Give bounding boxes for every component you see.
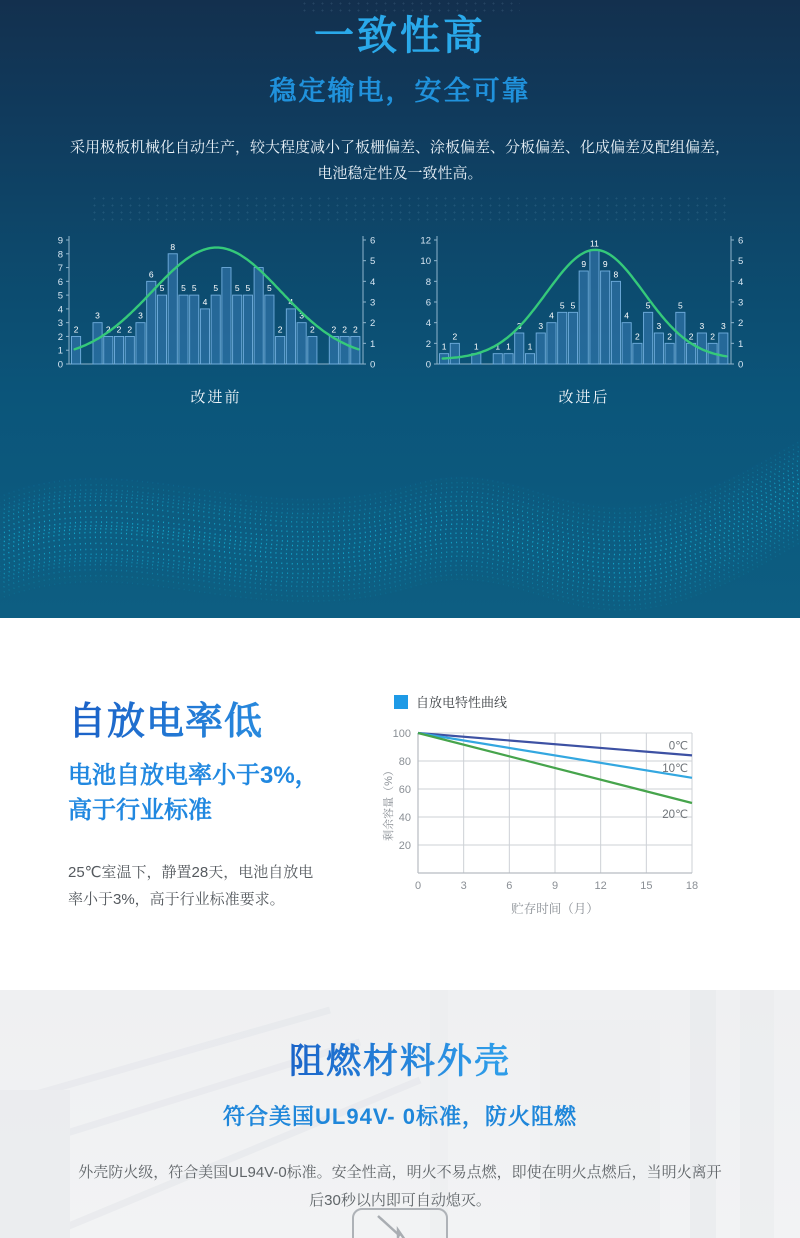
- particle-wave-decoration: [0, 424, 800, 618]
- hero-title: 一致性高: [314, 14, 486, 58]
- svg-text:3: 3: [516, 321, 522, 331]
- svg-text:2: 2: [352, 324, 358, 335]
- svg-text:3: 3: [370, 297, 376, 309]
- svg-text:12: 12: [420, 235, 431, 247]
- svg-text:2: 2: [127, 324, 133, 335]
- svg-text:5: 5: [191, 283, 197, 294]
- histogram-before-block: [45, 228, 387, 407]
- svg-text:0: 0: [414, 880, 422, 892]
- bar: [515, 333, 524, 364]
- svg-text:5: 5: [559, 300, 565, 311]
- svg-text:80: 80: [398, 756, 411, 768]
- svg-text:3: 3: [738, 297, 744, 309]
- svg-text:3: 3: [538, 321, 544, 331]
- y-axis-label: 剩余容量（%）: [383, 765, 395, 841]
- svg-text:5: 5: [57, 290, 63, 302]
- svg-text:2: 2: [667, 331, 672, 342]
- svg-text:3: 3: [57, 318, 63, 330]
- flame-body-line1: 外壳防火级，符合美国UL94V-0标准。安全性高，明火不易点燃，即使在明火点燃后，当明火离开: [78, 1164, 722, 1181]
- bar: [114, 336, 123, 364]
- svg-text:2: 2: [73, 324, 79, 335]
- line-chart-legend: [394, 692, 748, 711]
- svg-text:0: 0: [370, 359, 376, 371]
- self-discharge-body: [68, 859, 368, 915]
- svg-text:5: 5: [570, 300, 576, 311]
- bar: [547, 323, 556, 364]
- hero-paragraph: [55, 135, 745, 188]
- svg-text:2: 2: [331, 324, 337, 335]
- bar: [504, 354, 513, 364]
- bar: [493, 354, 502, 364]
- svg-text:2: 2: [309, 324, 315, 335]
- svg-text:4: 4: [738, 276, 744, 288]
- svg-text:3: 3: [138, 310, 143, 321]
- self-discharge-text-col: [68, 690, 378, 914]
- svg-text:11: 11: [590, 238, 599, 249]
- flame-body-line2: 后30秒以内即可自动熄灭。: [309, 1191, 491, 1209]
- flame-retardant-section: [0, 990, 800, 1238]
- svg-text:9: 9: [57, 235, 63, 247]
- bar: [622, 323, 631, 364]
- self-discharge-section: [0, 618, 800, 990]
- svg-text:9: 9: [581, 259, 587, 269]
- svg-text:4: 4: [57, 304, 63, 316]
- bar: [200, 309, 209, 364]
- self-discharge-title: 自放电率低: [68, 690, 378, 745]
- bar: [633, 343, 642, 364]
- flame-title-text: 阻燃材料外壳: [288, 1042, 511, 1081]
- svg-text:1: 1: [370, 338, 376, 350]
- bar: [190, 295, 199, 364]
- self-discharge-subtitle: [68, 759, 378, 829]
- bar: [450, 343, 459, 364]
- svg-text:0: 0: [425, 359, 431, 371]
- flame-subtitle: 符合美国UL94V- 0标准，防火阻燃: [223, 1104, 577, 1129]
- svg-text:7: 7: [57, 263, 63, 275]
- svg-text:5: 5: [181, 283, 186, 294]
- svg-text:5: 5: [245, 283, 251, 294]
- svg-text:2: 2: [342, 324, 347, 335]
- hero-paragraph-line1: 采用极板机械化自动生产，较大程度减小了板栅偏差、涂板偏差、分板偏差、化成偏差及配组偏差，: [69, 139, 730, 156]
- legend-swatch-icon: [394, 695, 408, 709]
- svg-text:60: 60: [398, 784, 411, 796]
- bar: [104, 336, 113, 364]
- svg-text:2: 2: [105, 324, 111, 335]
- self-discharge-subtitle-line2: 高于行业标准: [68, 796, 212, 824]
- bar: [211, 295, 220, 364]
- svg-text:5: 5: [267, 283, 272, 294]
- series-label: 20℃: [662, 809, 688, 821]
- svg-text:5: 5: [370, 256, 376, 268]
- histogram-after-block: [413, 228, 755, 407]
- svg-text:3: 3: [699, 321, 705, 331]
- svg-text:8: 8: [613, 269, 619, 280]
- hero-subtitle: 稳定输电，安全可靠: [269, 76, 531, 106]
- self-discharge-body-line1: 25℃室温下，静置28天，电池自放电: [68, 863, 314, 881]
- svg-text:5: 5: [677, 300, 683, 311]
- wave-lines: [0, 432, 800, 610]
- self-discharge-subtitle-line1: 电池自放电率小于3%，: [68, 762, 319, 789]
- bar: [558, 312, 567, 364]
- svg-text:4: 4: [288, 296, 294, 307]
- bar: [286, 309, 295, 364]
- svg-text:5: 5: [234, 283, 240, 294]
- svg-text:6: 6: [57, 276, 63, 288]
- svg-text:2: 2: [277, 324, 283, 335]
- bar: [665, 343, 674, 364]
- bar: [254, 268, 263, 364]
- svg-text:2: 2: [635, 331, 640, 342]
- svg-text:4: 4: [370, 276, 376, 288]
- svg-text:6: 6: [148, 269, 154, 280]
- bar: [308, 336, 317, 364]
- svg-text:5: 5: [645, 300, 651, 311]
- bar: [340, 336, 349, 364]
- bar: [536, 333, 545, 364]
- cursor-badge-icon: [352, 1208, 448, 1238]
- hero-section: [0, 0, 800, 618]
- bar: [233, 295, 242, 364]
- svg-text:15: 15: [640, 880, 653, 892]
- svg-text:3: 3: [95, 310, 100, 321]
- bar: [568, 312, 577, 364]
- series-label: 10℃: [662, 762, 688, 775]
- svg-text:2: 2: [710, 331, 715, 342]
- dot-texture: [90, 195, 730, 221]
- svg-text:20: 20: [398, 840, 411, 852]
- bar: [136, 323, 145, 364]
- histogram-before-title: 改进前: [190, 389, 242, 406]
- svg-text:5: 5: [159, 283, 165, 294]
- svg-text:2: 2: [688, 331, 694, 342]
- hero-paragraph-line2: 电池稳定性及一致性高。: [317, 165, 483, 183]
- svg-text:4: 4: [202, 296, 208, 307]
- svg-text:6: 6: [425, 297, 431, 309]
- svg-text:1: 1: [506, 341, 511, 352]
- svg-text:3: 3: [460, 880, 467, 892]
- svg-text:0: 0: [57, 359, 63, 371]
- self-discharge-line-chart: [380, 719, 740, 925]
- bar: [243, 295, 252, 364]
- svg-text:1: 1: [527, 341, 533, 352]
- bar: [265, 295, 274, 364]
- self-discharge-chart-col: [380, 692, 748, 925]
- svg-text:1: 1: [738, 338, 744, 350]
- svg-text:100: 100: [392, 728, 411, 740]
- svg-text:4: 4: [549, 310, 554, 321]
- svg-text:3: 3: [656, 321, 662, 331]
- svg-text:1: 1: [495, 341, 501, 352]
- wave-lines: [0, 432, 800, 610]
- flame-body: [50, 1159, 750, 1215]
- bar: [590, 250, 599, 364]
- bar: [93, 323, 102, 364]
- svg-text:2: 2: [452, 331, 458, 342]
- svg-text:5: 5: [213, 283, 219, 294]
- bar: [157, 295, 166, 364]
- bar: [125, 336, 134, 364]
- svg-text:6: 6: [506, 880, 513, 892]
- x-axis-label: 贮存时间（月）: [511, 902, 599, 916]
- svg-text:6: 6: [370, 235, 376, 247]
- bar: [654, 333, 663, 364]
- histogram-after-title: 改进后: [558, 389, 610, 406]
- svg-text:9: 9: [602, 259, 608, 269]
- series-label: 0℃: [668, 740, 688, 753]
- bar: [525, 354, 534, 364]
- bar: [297, 323, 306, 364]
- svg-text:1: 1: [57, 345, 63, 357]
- svg-text:2: 2: [370, 318, 376, 330]
- svg-text:3: 3: [720, 321, 726, 331]
- bar: [644, 312, 653, 364]
- svg-text:40: 40: [398, 812, 411, 824]
- bar: [601, 271, 610, 364]
- svg-text:8: 8: [57, 249, 63, 261]
- svg-text:5: 5: [738, 256, 744, 268]
- gridlines: [418, 733, 692, 873]
- svg-text:3: 3: [299, 310, 304, 321]
- svg-text:8: 8: [170, 241, 176, 252]
- bars: [72, 254, 360, 364]
- svg-text:4: 4: [425, 318, 431, 330]
- svg-text:2: 2: [116, 324, 122, 335]
- bar: [276, 336, 285, 364]
- svg-text:10: 10: [420, 256, 431, 268]
- bar: [222, 268, 231, 364]
- bar: [611, 281, 620, 364]
- svg-text:12: 12: [594, 880, 607, 892]
- svg-text:1: 1: [441, 341, 447, 352]
- self-discharge-body-line2: 率小于3%，高于行业标准要求。: [68, 891, 285, 909]
- bar: [579, 271, 588, 364]
- svg-text:2: 2: [738, 318, 744, 330]
- svg-text:6: 6: [738, 235, 744, 247]
- svg-text:4: 4: [624, 310, 630, 321]
- histogram-before-chart: [45, 228, 387, 380]
- flame-title: [0, 990, 800, 1084]
- svg-text:2: 2: [57, 331, 63, 343]
- svg-text:9: 9: [551, 880, 559, 892]
- bar: [179, 295, 188, 364]
- svg-text:8: 8: [425, 276, 431, 288]
- svg-text:18: 18: [685, 880, 699, 892]
- svg-text:2: 2: [425, 338, 431, 350]
- bar: [719, 333, 728, 364]
- histogram-after-chart: [413, 228, 755, 380]
- histograms-row: [0, 228, 800, 407]
- bar: [72, 336, 81, 364]
- legend-label: 自放电特性曲线: [416, 695, 508, 710]
- svg-text:0: 0: [738, 359, 744, 371]
- svg-text:1: 1: [473, 341, 479, 352]
